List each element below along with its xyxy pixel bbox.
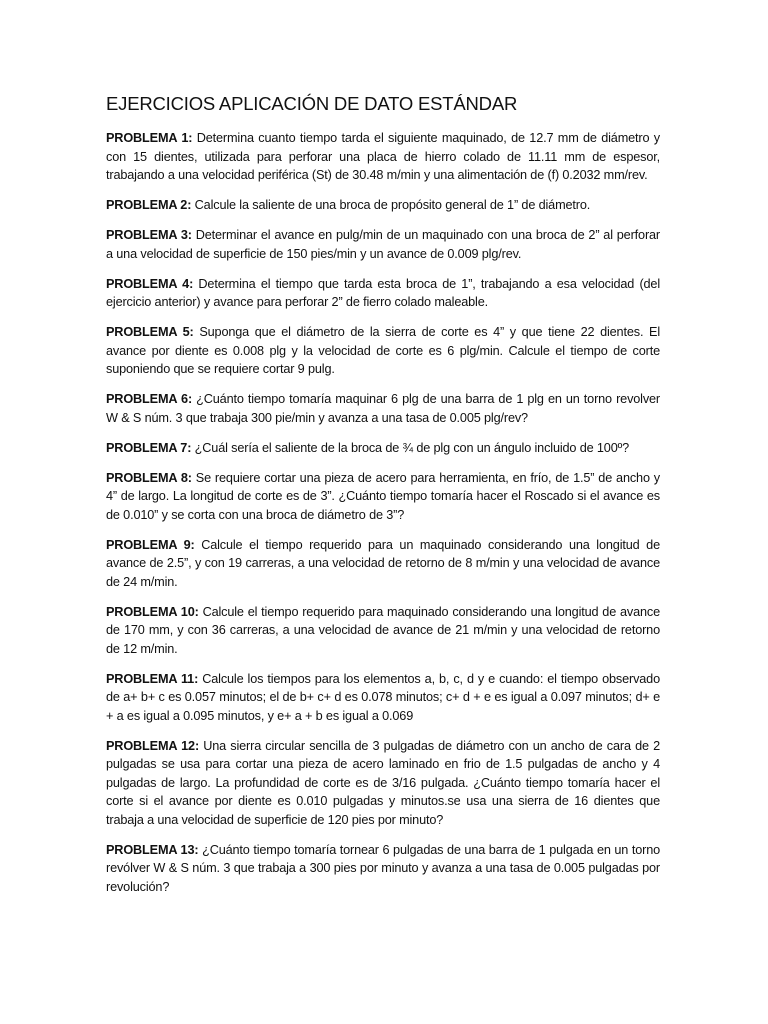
problem-label: PROBLEMA 10: [106, 604, 199, 619]
problem-text: Calcule el tiempo requerido para maquinado considerando una longitud de avance de 170 mm, y con 36 carreras, a una velocidad de avance de 21 m/min y una velocidad de retorno de 12 m/min. [106, 604, 660, 656]
problem-text: ¿Cuánto tiempo tomaría tornear 6 pulgadas de una barra de 1 pulgada en un torno revólver W & S núm. 3 que trabaja a 300 pies por minuto y avanza a una tasa de 0.005 pulgadas por revolución? [106, 842, 661, 894]
problem-11 [106, 670, 660, 726]
problem-label: PROBLEMA 2: [106, 198, 192, 212]
problem-label: PROBLEMA 3: [106, 228, 192, 242]
problem-label: PROBLEMA 8: [106, 470, 192, 485]
problem-label: PROBLEMA 1: [106, 131, 193, 145]
problem-text: Se requiere cortar una pieza de acero para herramienta, en frío, de 1.5” de ancho y 4” de largo. La longitud de corte es de 3”. ¿Cuánto tiempo tomaría hacer el Roscado si el avance es de 0.010” y se corta con una broca de diámetro de 3”? [106, 470, 660, 522]
problem-5 [106, 323, 660, 379]
problem-label: PROBLEMA 12: [106, 738, 200, 753]
problem-8 [106, 469, 660, 525]
problem-text: Suponga que el diámetro de la sierra de corte es 4” y que tiene 22 dientes. El avance por diente es 0.008 plg y la velocidad de corte es 6 plg/min. Calcule el tiempo de corte suponiendo que se requiere cortar 9 pulg. [106, 325, 660, 376]
problem-text: Calcule la saliente de una broca de propósito general de 1” de diámetro. [194, 198, 591, 212]
problem-7 [106, 439, 660, 458]
document-title: EJERCICIOS APLICACIÓN DE DATO ESTÁNDAR [106, 93, 518, 114]
problem-12 [106, 737, 660, 830]
problem-text: Una sierra circular sencilla de 3 pulgadas de diámetro con un ancho de cara de 2 pulgadas se usa para cortar una pieza de acero laminado en frio de 1.5 pulgadas de ancho y 4 pulgadas de largo. La profundidad de corte es de 3/16 pulgada. ¿Cuánto tiempo tomaría hacer el corte si el avance por diente es 0.010 pulgadas y minutos.se usa una sierra de 16 dientes que trabaja a una velocidad de superficie de 120 pies por minuto? [106, 738, 661, 827]
problem-text: Determinar el avance en pulg/min de un maquinado con una broca de 2” al perforar a una velocidad de superficie de 150 pies/min y un avance de 0.009 plg/rev. [106, 228, 660, 261]
problem-3 [106, 226, 660, 263]
problem-text: ¿Cuánto tiempo tomaría maquinar 6 plg de una barra de 1 plg en un torno revolver W & S núm. 3 que trabaja 300 pie/min y avanza a una tasa de 0.005 plg/rev? [106, 392, 661, 425]
problem-6 [106, 390, 660, 427]
problem-label: PROBLEMA 5: [106, 325, 194, 339]
problem-label: PROBLEMA 7: [106, 440, 192, 455]
problem-label: PROBLEMA 13: [106, 842, 199, 857]
problem-label: PROBLEMA 6: [106, 392, 193, 406]
problem-2 [106, 196, 660, 215]
problem-text: Calcule el tiempo requerido para un maquinado considerando una longitud de avance de 2.5”, y con 19 carreras, a una velocidad de retorno de 8 m/min y una velocidad de avance de 24 m/min. [106, 537, 660, 589]
problem-label: PROBLEMA 4: [106, 276, 194, 291]
problem-label: PROBLEMA 9: [106, 537, 195, 552]
problem-4 [106, 275, 660, 312]
problem-10 [106, 603, 660, 659]
problem-text: ¿Cuál sería el saliente de la broca de ¾ de plg con un ángulo incluido de 100º? [194, 440, 630, 455]
problem-label: PROBLEMA 11: [106, 671, 199, 686]
problem-13 [106, 841, 660, 897]
problem-1 [106, 129, 660, 185]
problem-9 [106, 536, 660, 592]
problem-text: Determina cuanto tiempo tarda el siguiente maquinado, de 12.7 mm de diámetro y con 15 dientes, utilizada para perforar una placa de hierro colado de 11.11 mm de espesor, trabajando a una velocidad periférica (St) de 30.48 m/min y una alimentación de (f) 0.2032 mm/rev. [106, 131, 660, 182]
document-page [106, 92, 660, 908]
problem-text: Determina el tiempo que tarda esta broca de 1”, trabajando a esa velocidad (del ejercicio anterior) y avance para perforar 2” de fierro colado maleable. [106, 276, 661, 309]
problem-text: Calcule los tiempos para los elementos a, b, c, d y e cuando: el tiempo observado de a+ b+ c es 0.057 minutos; el de b+ c+ d es 0.078 minutos; c+ d + e es igual a 0.097 minutos; d+ e + a es igual a 0.095 minutos, y e+ a + b es igual a 0.069 [106, 671, 660, 723]
